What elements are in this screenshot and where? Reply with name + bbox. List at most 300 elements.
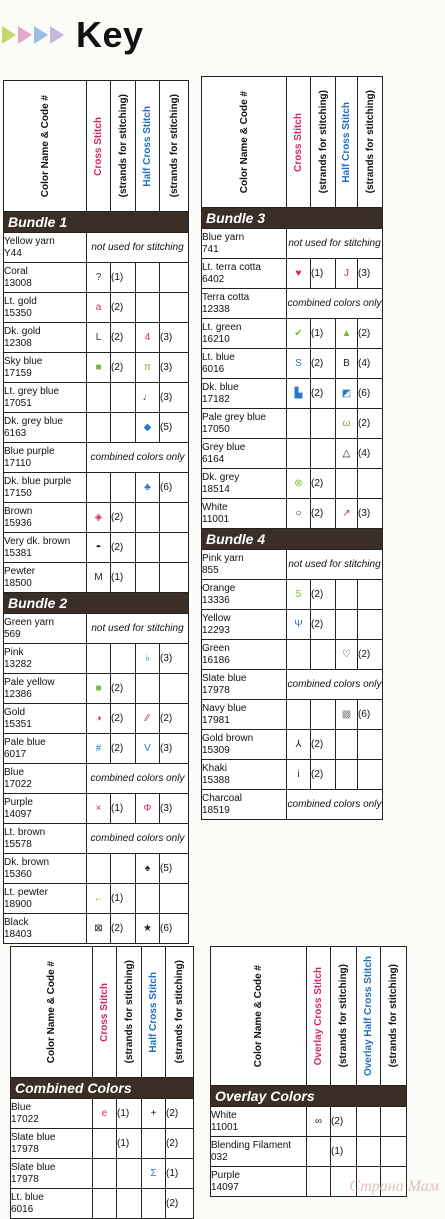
- color-code: 6163: [4, 427, 27, 439]
- half-strand-count: (6): [358, 379, 383, 409]
- color-code: 6402: [202, 273, 225, 285]
- color-name: Black: [4, 916, 29, 928]
- usage-note: combined colors only: [287, 790, 383, 820]
- usage-note: combined colors only: [87, 824, 189, 854]
- color-code: 17022: [11, 1113, 39, 1125]
- half-strand-count: [160, 263, 189, 293]
- cross-strand-count: (2): [111, 533, 136, 563]
- cross-strand-count: (2): [111, 353, 136, 383]
- color-name: Dk. blue: [202, 381, 239, 393]
- color-name-cell: [4, 914, 87, 944]
- usage-note: not used for stitching: [287, 550, 383, 580]
- half-column-header: Half Cross Stitch: [142, 947, 166, 1078]
- color-row: [4, 764, 189, 794]
- color-name: Dk. gold: [4, 325, 41, 337]
- color-row: [202, 580, 383, 610]
- color-code: 13336: [202, 594, 230, 606]
- cross-strand-count: (1): [311, 319, 336, 349]
- half-strand-count: (6): [160, 914, 189, 944]
- color-name: Pale yellow: [4, 676, 55, 688]
- half-strand-count: (5): [160, 413, 189, 443]
- color-name: Sky blue: [4, 355, 43, 367]
- section-header-row: [202, 529, 383, 550]
- color-code: 13008: [4, 277, 32, 289]
- color-name-cell: [4, 614, 87, 644]
- usage-note: not used for stitching: [87, 614, 189, 644]
- half-strand-count: [381, 1107, 407, 1137]
- half-column-header: Half Cross Stitch: [136, 81, 160, 212]
- color-row: [202, 760, 383, 790]
- usage-note: combined colors only: [287, 289, 383, 319]
- color-row: [202, 640, 383, 670]
- color-name: Lt. pewter: [4, 886, 48, 898]
- color-code: 14097: [211, 1181, 239, 1193]
- half-stitch-symbol: ◩: [336, 379, 358, 409]
- color-row: [4, 614, 189, 644]
- section-title: Bundle 2: [4, 593, 189, 614]
- half-strand-count: [358, 610, 383, 640]
- watermark: Страна Мам: [349, 1178, 439, 1195]
- half-strand-count: [160, 503, 189, 533]
- color-name: Purple: [4, 796, 33, 808]
- half-stitch-symbol: ♩: [136, 383, 160, 413]
- color-name-cell: [4, 824, 87, 854]
- color-code: 17051: [4, 397, 32, 409]
- color-code: 14097: [4, 808, 32, 820]
- overlay-colors-table: [210, 946, 407, 1197]
- half-strand-count: (3): [358, 499, 383, 529]
- color-name: Lt. green: [202, 321, 242, 333]
- color-code: 17159: [4, 367, 32, 379]
- cross-strand-count: (2): [311, 379, 336, 409]
- color-row: [4, 704, 189, 734]
- color-code: 15388: [202, 774, 230, 786]
- color-code: 6016: [202, 363, 225, 375]
- cross-strand-count: (1): [111, 563, 136, 593]
- half-strand-count: [358, 760, 383, 790]
- half-strand-count: (2): [166, 1189, 194, 1219]
- color-name-cell: [202, 610, 287, 640]
- color-row: [4, 644, 189, 674]
- half-stitch-symbol: [357, 1137, 381, 1167]
- cross-stitch-symbol: [287, 439, 311, 469]
- key-table-left: [3, 80, 189, 944]
- color-name: Terra cotta: [202, 291, 250, 303]
- color-name-cell: [202, 439, 287, 469]
- color-code: 15350: [4, 307, 32, 319]
- color-name-cell: [11, 1099, 93, 1129]
- cross-strand-count: (1): [111, 884, 136, 914]
- color-name-cell: [202, 319, 287, 349]
- cross-strand-count: [311, 439, 336, 469]
- color-name-cell: [202, 259, 287, 289]
- color-name-cell: [202, 409, 287, 439]
- cross-stitch-symbol: 5: [287, 580, 311, 610]
- half-strand-count: (3): [160, 644, 189, 674]
- color-name: Blue: [11, 1101, 32, 1113]
- cross-stitch-symbol: ◓: [87, 533, 111, 563]
- color-row: [4, 734, 189, 764]
- color-name-cell: [4, 383, 87, 413]
- color-name-cell: [211, 1167, 307, 1197]
- cross-strand-count: (2): [311, 610, 336, 640]
- color-row: [202, 670, 383, 700]
- color-row: [202, 409, 383, 439]
- cross-stitch-symbol: ◑: [87, 704, 111, 734]
- cross-stitch-symbol: [87, 383, 111, 413]
- color-row: [4, 443, 189, 473]
- color-name: Slate blue: [202, 672, 247, 684]
- cross-stitch-symbol: [307, 1137, 331, 1167]
- color-name: Pewter: [4, 565, 36, 577]
- half-stitch-symbol: ♭: [136, 644, 160, 674]
- cross-strands-header: (strands for stitching): [331, 947, 357, 1086]
- cross-stitch-symbol: S: [287, 349, 311, 379]
- half-strand-count: (1): [166, 1159, 194, 1189]
- color-code: 17182: [202, 393, 230, 405]
- half-stitch-symbol: ↗: [336, 499, 358, 529]
- cross-strand-count: [311, 700, 336, 730]
- half-strand-count: (2): [358, 409, 383, 439]
- color-name: Blue yarn: [202, 231, 245, 243]
- cross-strand-count: [311, 409, 336, 439]
- cross-strand-count: (2): [111, 914, 136, 944]
- name-column-header: Color Name & Code #: [4, 81, 87, 212]
- color-row: [202, 700, 383, 730]
- color-code: 16210: [202, 333, 230, 345]
- color-name-cell: [202, 670, 287, 700]
- cross-stitch-symbol: ←: [87, 884, 111, 914]
- half-strand-count: (5): [160, 854, 189, 884]
- half-stitch-symbol: Σ: [142, 1159, 166, 1189]
- color-code: 17150: [4, 487, 32, 499]
- cross-strands-header: (strands for stitching): [311, 77, 336, 208]
- color-name-cell: [4, 884, 87, 914]
- color-name-cell: [202, 469, 287, 499]
- cross-stitch-symbol: ⊠: [87, 914, 111, 944]
- color-name: Green: [202, 642, 230, 654]
- color-name-cell: [4, 734, 87, 764]
- cross-stitch-symbol: #: [87, 734, 111, 764]
- cross-strand-count: (2): [311, 730, 336, 760]
- color-row: [4, 533, 189, 563]
- color-code: 17022: [4, 778, 32, 790]
- color-code: 12386: [4, 688, 32, 700]
- half-strand-count: [358, 469, 383, 499]
- color-code: 11001: [202, 513, 230, 525]
- half-stitch-symbol: △: [336, 439, 358, 469]
- color-name: Grey blue: [202, 441, 246, 453]
- color-code: 6017: [4, 748, 27, 760]
- cross-strand-count: (2): [311, 580, 336, 610]
- color-name-cell: [4, 704, 87, 734]
- cross-stitch-symbol: ■: [87, 353, 111, 383]
- color-name: Purple: [211, 1169, 240, 1181]
- color-code: 17978: [11, 1143, 39, 1155]
- overlay-cross-column-header: Overlay Cross Stitch: [307, 947, 331, 1086]
- name-column-header: Color Name & Code #: [211, 947, 307, 1086]
- section-title: Bundle 4: [202, 529, 383, 550]
- combined-colors-table: [10, 946, 194, 1219]
- cross-stitch-symbol: ✔: [287, 319, 311, 349]
- half-stitch-symbol: ▲: [336, 319, 358, 349]
- key-header: [0, 14, 445, 60]
- color-name: Green yarn: [4, 616, 55, 628]
- color-row: [202, 289, 383, 319]
- half-stitch-symbol: ▩: [336, 700, 358, 730]
- color-row: [4, 674, 189, 704]
- cross-stitch-symbol: [287, 700, 311, 730]
- cross-strand-count: (1): [311, 259, 336, 289]
- half-strand-count: (3): [160, 323, 189, 353]
- color-row: [202, 790, 383, 820]
- color-name-cell: [4, 263, 87, 293]
- color-name-cell: [4, 233, 87, 263]
- color-row: [11, 1129, 194, 1159]
- color-name: Yellow: [202, 612, 231, 624]
- cross-strands-header: (strands for stitching): [111, 81, 136, 212]
- color-code: 855: [202, 564, 219, 576]
- half-strand-count: (2): [358, 319, 383, 349]
- section-header-row: [4, 593, 189, 614]
- color-name: Lt. blue: [11, 1191, 44, 1203]
- column-header-row: [11, 947, 194, 1078]
- color-name: Pale blue: [4, 736, 46, 748]
- color-name: Brown: [4, 505, 33, 517]
- color-name-cell: [4, 323, 87, 353]
- half-stitch-symbol: ω: [336, 409, 358, 439]
- color-code: 18519: [202, 804, 230, 816]
- usage-note: combined colors only: [87, 443, 189, 473]
- half-stitch-symbol: [336, 730, 358, 760]
- color-name: Coral: [4, 265, 28, 277]
- color-name-cell: [202, 580, 287, 610]
- half-strand-count: [160, 533, 189, 563]
- color-row: [4, 383, 189, 413]
- color-code: 12338: [202, 303, 230, 315]
- color-name: Slate blue: [11, 1131, 56, 1143]
- cross-strand-count: (2): [111, 323, 136, 353]
- cross-stitch-symbol: Ψ: [287, 610, 311, 640]
- cross-stitch-symbol: ⅄: [287, 730, 311, 760]
- half-stitch-symbol: ♣: [136, 473, 160, 503]
- half-strands-header: (strands for stitching): [160, 81, 189, 212]
- color-code: 12308: [4, 337, 32, 349]
- usage-note: combined colors only: [87, 764, 189, 794]
- half-strand-count: [160, 293, 189, 323]
- color-code: 15578: [4, 838, 32, 850]
- cross-stitch-symbol: [93, 1189, 117, 1219]
- color-code: 12293: [202, 624, 230, 636]
- cross-strand-count: (2): [111, 503, 136, 533]
- color-code: 032: [211, 1151, 228, 1163]
- color-name-cell: [4, 443, 87, 473]
- color-code: 6016: [11, 1203, 34, 1215]
- color-name: Gold: [4, 706, 26, 718]
- color-name-cell: [202, 379, 287, 409]
- half-stitch-symbol: ⁄⁄: [136, 704, 160, 734]
- color-name-cell: [202, 499, 287, 529]
- color-name: Blending Filament: [211, 1139, 292, 1151]
- color-name-cell: [4, 854, 87, 884]
- color-code: 17050: [202, 423, 230, 435]
- cross-stitch-symbol: ▙: [287, 379, 311, 409]
- color-row: [4, 413, 189, 443]
- cross-strand-count: (2): [311, 469, 336, 499]
- cross-strand-count: (2): [311, 499, 336, 529]
- half-stitch-symbol: J: [336, 259, 358, 289]
- color-name-cell: [202, 640, 287, 670]
- color-row: [4, 473, 189, 503]
- color-name-cell: [4, 794, 87, 824]
- color-code: 17981: [202, 714, 230, 726]
- section-header-row: [11, 1078, 194, 1099]
- cross-stitch-symbol: [87, 854, 111, 884]
- half-stitch-symbol: [336, 469, 358, 499]
- half-stitch-symbol: ★: [136, 914, 160, 944]
- usage-note: not used for stitching: [87, 233, 189, 263]
- cross-stitch-symbol: ∞: [307, 1107, 331, 1137]
- color-name-cell: [211, 1107, 307, 1137]
- color-name: Dk. brown: [4, 856, 50, 868]
- cross-stitch-symbol: ○: [287, 499, 311, 529]
- half-stitch-symbol: [142, 1189, 166, 1219]
- cross-stitch-symbol: [287, 409, 311, 439]
- section-title: Combined Colors: [11, 1078, 194, 1099]
- half-stitch-symbol: [336, 760, 358, 790]
- cross-strand-count: (1): [331, 1137, 357, 1167]
- cross-strand-count: [111, 473, 136, 503]
- color-name-cell: [202, 289, 287, 319]
- half-strand-count: (4): [358, 349, 383, 379]
- cross-stitch-symbol: ◈: [87, 503, 111, 533]
- half-strands-header: (strands for stitching): [166, 947, 194, 1078]
- column-header-row: [202, 77, 383, 208]
- color-name-cell: [4, 503, 87, 533]
- cross-strand-count: [311, 640, 336, 670]
- color-row: [202, 499, 383, 529]
- half-strand-count: (6): [358, 700, 383, 730]
- color-code: 6164: [202, 453, 225, 465]
- usage-note: not used for stitching: [287, 229, 383, 259]
- color-name: Charcoal: [202, 792, 243, 804]
- color-name-cell: [11, 1189, 93, 1219]
- section-header-row: [4, 212, 189, 233]
- cross-stitch-symbol: M: [87, 563, 111, 593]
- color-name: Navy blue: [202, 702, 247, 714]
- color-row: [202, 439, 383, 469]
- color-name: Gold brown: [202, 732, 254, 744]
- cross-column-header: Cross Stitch: [93, 947, 117, 1078]
- color-code: 11001: [211, 1121, 239, 1133]
- color-name: Yellow yarn: [4, 235, 55, 247]
- color-name-cell: [4, 293, 87, 323]
- color-name-cell: [202, 229, 287, 259]
- cross-stitch-symbol: [287, 640, 311, 670]
- half-strand-count: (3): [358, 259, 383, 289]
- cross-strand-count: [117, 1159, 142, 1189]
- cross-strands-header: (strands for stitching): [117, 947, 142, 1078]
- color-row: [202, 550, 383, 580]
- half-strand-count: (2): [166, 1129, 194, 1159]
- color-name-cell: [211, 1137, 307, 1167]
- color-name: Lt. gold: [4, 295, 37, 307]
- name-column-header: Color Name & Code #: [11, 947, 93, 1078]
- cross-strand-count: (1): [111, 263, 136, 293]
- cross-strand-count: (2): [311, 349, 336, 379]
- half-strand-count: [160, 674, 189, 704]
- cross-stitch-symbol: [87, 644, 111, 674]
- cross-strand-count: (2): [111, 293, 136, 323]
- color-name: Very dk. brown: [4, 535, 71, 547]
- color-row: [211, 1107, 407, 1137]
- half-stitch-symbol: [136, 293, 160, 323]
- color-row: [4, 503, 189, 533]
- color-row: [4, 914, 189, 944]
- color-code: 18403: [4, 928, 32, 940]
- half-strand-count: (3): [160, 734, 189, 764]
- color-code: 17110: [4, 457, 32, 469]
- cross-stitch-symbol: [93, 1129, 117, 1159]
- cross-strand-count: [111, 854, 136, 884]
- cross-stitch-symbol: a: [87, 293, 111, 323]
- color-name: Slate blue: [11, 1161, 56, 1173]
- color-code: 741: [202, 243, 219, 255]
- half-stitch-symbol: 4: [136, 323, 160, 353]
- color-row: [4, 233, 189, 263]
- half-stitch-symbol: ◆: [136, 413, 160, 443]
- half-stitch-symbol: [142, 1129, 166, 1159]
- arrow-decoration-icon: [2, 24, 70, 46]
- color-row: [4, 263, 189, 293]
- half-strand-count: [358, 730, 383, 760]
- color-row: [202, 319, 383, 349]
- color-name: Dk. blue purple: [4, 475, 72, 487]
- color-name-cell: [202, 730, 287, 760]
- color-name-cell: [11, 1159, 93, 1189]
- color-name-cell: [202, 760, 287, 790]
- color-code: 15381: [4, 547, 32, 559]
- color-code: 18500: [4, 577, 32, 589]
- half-strand-count: [381, 1137, 407, 1167]
- color-name-cell: [4, 563, 87, 593]
- column-header-row: [4, 81, 189, 212]
- color-name: Orange: [202, 582, 236, 594]
- color-name: Blue: [4, 766, 25, 778]
- color-row: [4, 323, 189, 353]
- cross-stitch-symbol: ?: [87, 263, 111, 293]
- color-row: [4, 854, 189, 884]
- half-stitch-symbol: [336, 610, 358, 640]
- color-code: 17978: [202, 684, 230, 696]
- cross-strand-count: (2): [111, 674, 136, 704]
- color-name: Lt. blue: [202, 351, 235, 363]
- color-code: 569: [4, 628, 21, 640]
- color-code: 15309: [202, 744, 230, 756]
- half-stitch-symbol: [357, 1107, 381, 1137]
- cross-stitch-symbol: ♥: [287, 259, 311, 289]
- half-stitch-symbol: B: [336, 349, 358, 379]
- color-row: [11, 1159, 194, 1189]
- cross-strand-count: (2): [111, 704, 136, 734]
- half-strands-header: (strands for stitching): [381, 947, 407, 1086]
- color-code: 15360: [4, 868, 32, 880]
- color-name: Pale grey blue: [202, 411, 266, 423]
- cross-column-header: Cross Stitch: [87, 81, 111, 212]
- color-row: [11, 1099, 194, 1129]
- color-name: Dk. grey: [202, 471, 240, 483]
- usage-note: combined colors only: [287, 670, 383, 700]
